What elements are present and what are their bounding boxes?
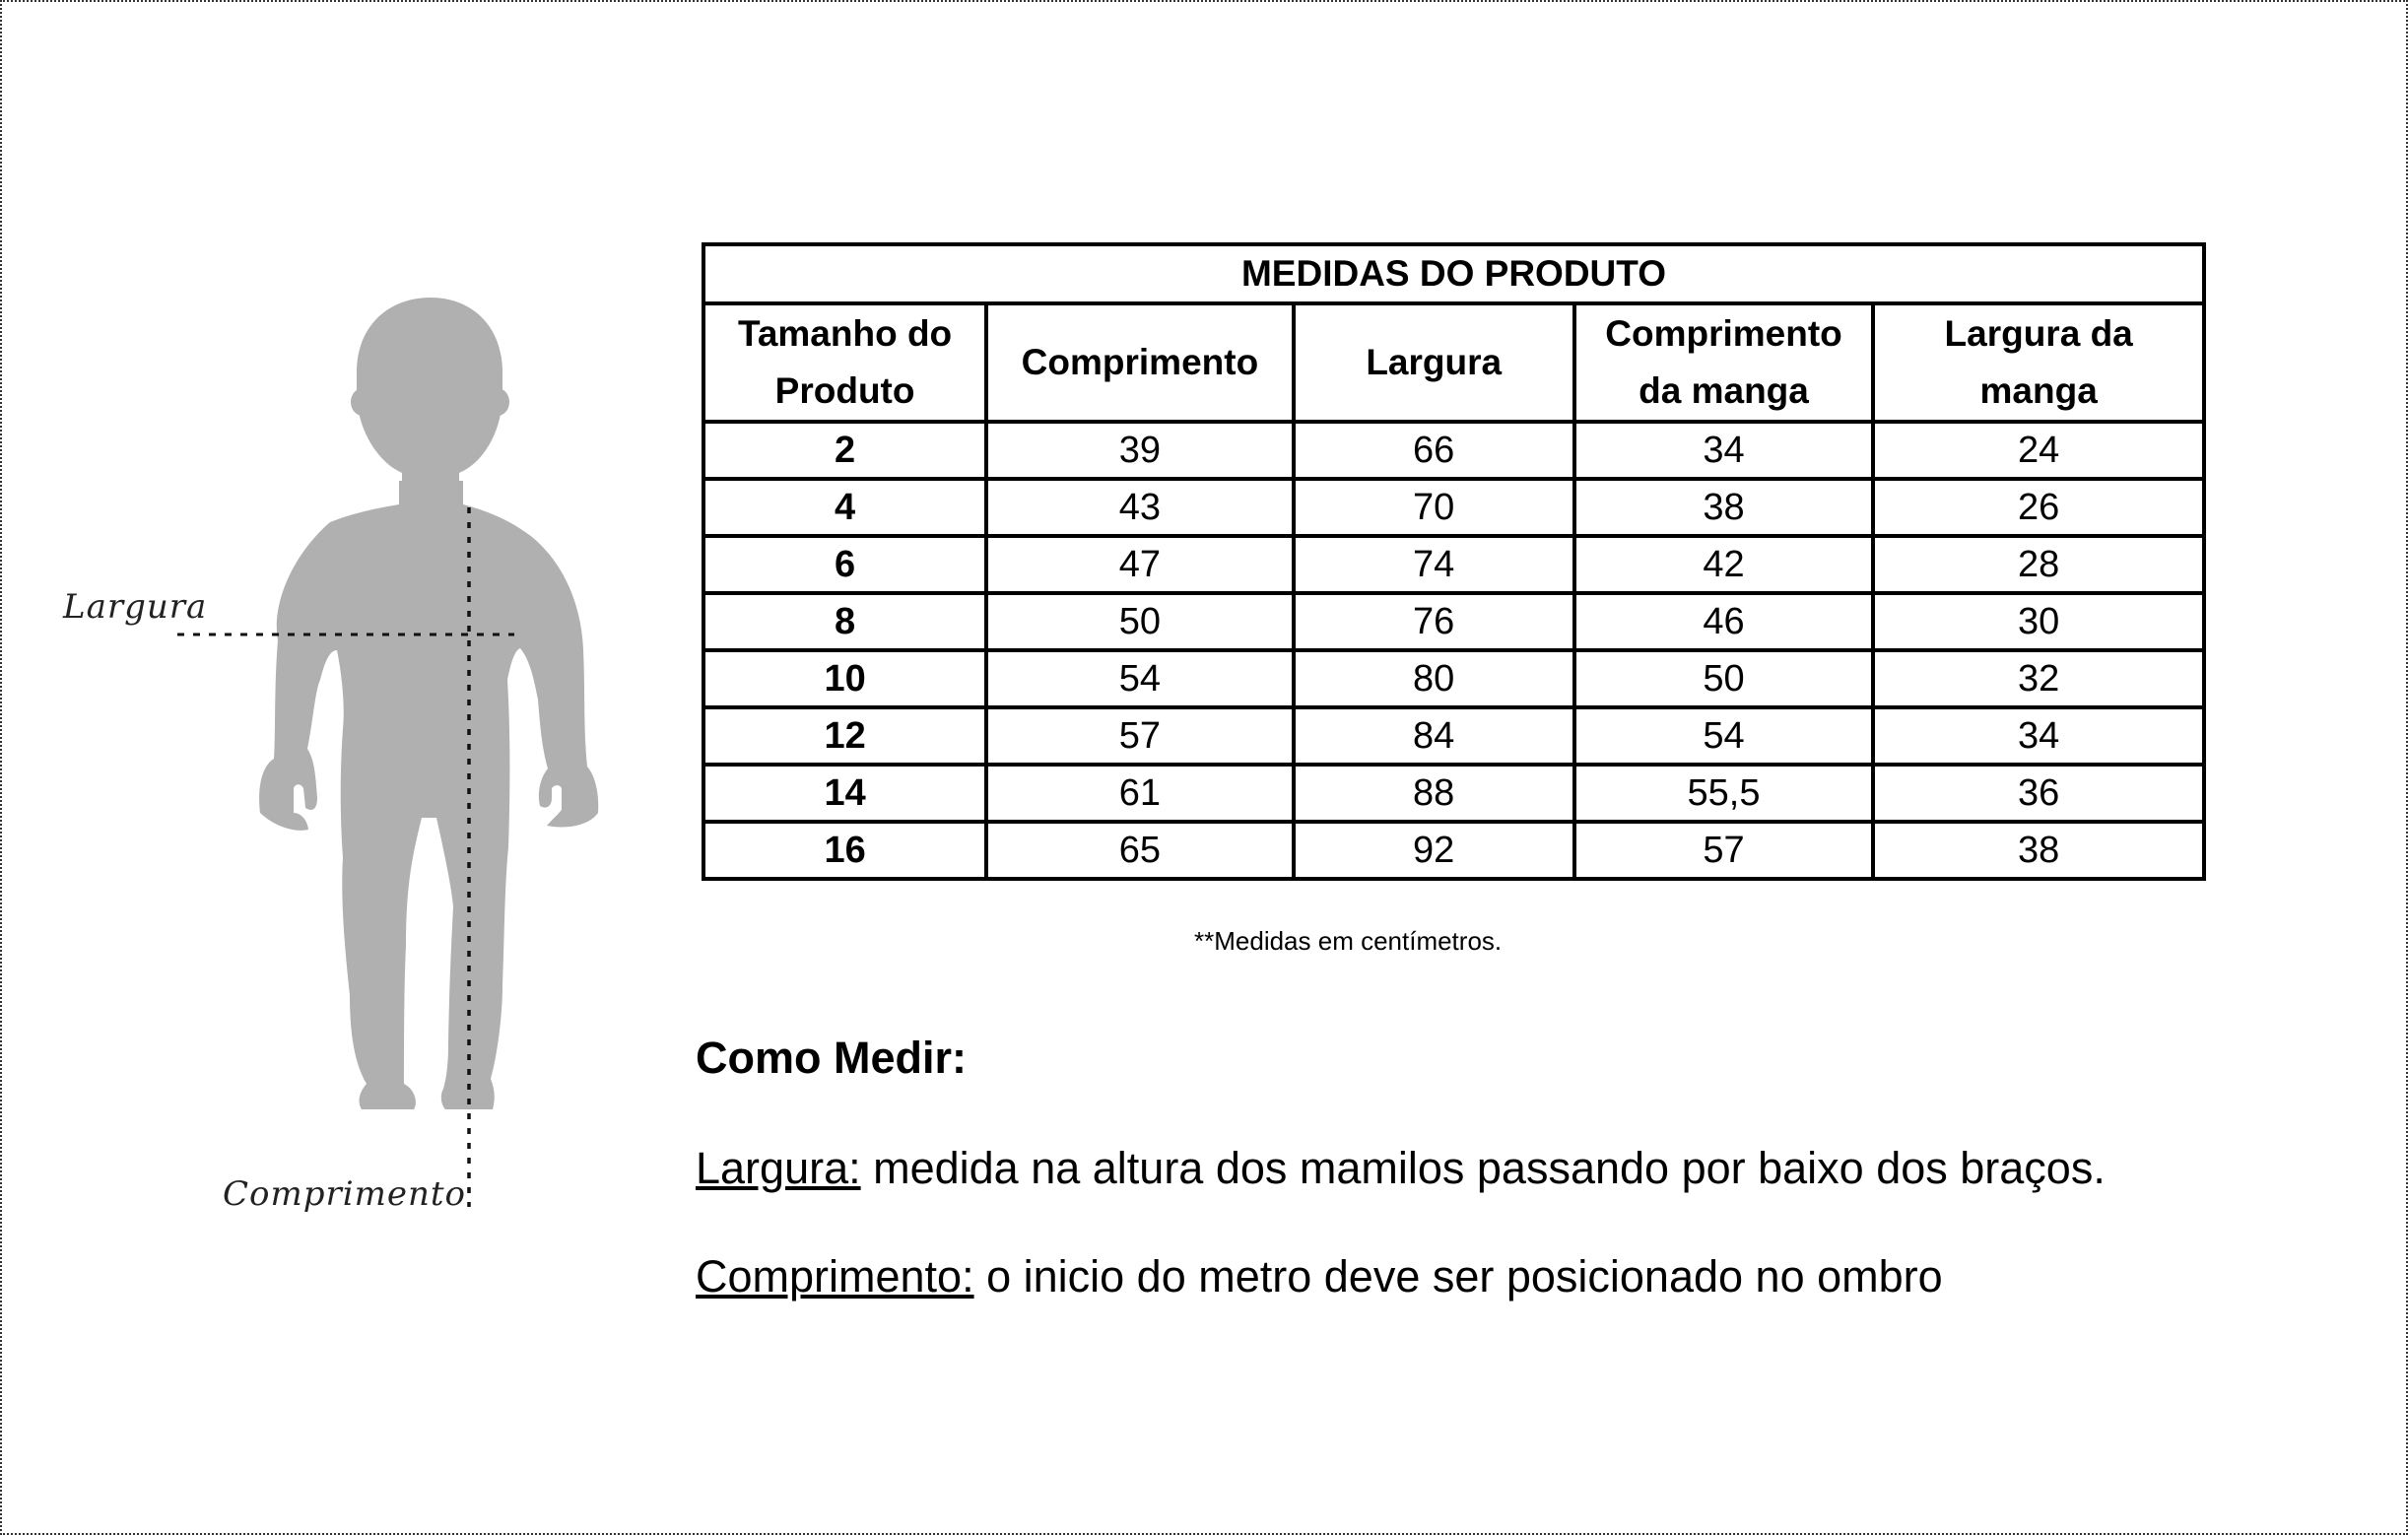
measurement-cell: 43 bbox=[986, 479, 1294, 536]
size-cell: 10 bbox=[703, 650, 986, 707]
length-label: Comprimento bbox=[223, 1174, 467, 1214]
header-line: Largura bbox=[1366, 342, 1503, 382]
measurement-cell: 55,5 bbox=[1574, 765, 1874, 822]
measurement-cell: 66 bbox=[1294, 422, 1574, 479]
size-cell: 4 bbox=[703, 479, 986, 536]
column-header-width bbox=[1294, 303, 1574, 422]
measurement-cell: 84 bbox=[1294, 707, 1574, 765]
measurement-cell: 28 bbox=[1873, 536, 2204, 593]
column-header-sleeve-width bbox=[1873, 303, 2204, 422]
instruction-text: o inicio do metro deve ser posicionado no ombro bbox=[973, 1251, 1943, 1301]
column-header-length bbox=[986, 303, 1294, 422]
measurement-cell: 54 bbox=[1574, 707, 1874, 765]
measurement-cell: 61 bbox=[986, 765, 1294, 822]
measurement-cell: 34 bbox=[1873, 707, 2204, 765]
instruction-text: medida na altura dos mamilos passando por baixo dos braços. bbox=[860, 1143, 2106, 1193]
instruction-term: Comprimento: bbox=[696, 1251, 974, 1301]
column-header-size bbox=[703, 303, 986, 422]
measurement-cell: 74 bbox=[1294, 536, 1574, 593]
size-table bbox=[702, 242, 2206, 881]
header-line: Produto bbox=[774, 370, 915, 411]
measurement-cell: 38 bbox=[1873, 822, 2204, 879]
width-label: Largura bbox=[63, 587, 208, 627]
size-cell: 8 bbox=[703, 593, 986, 650]
table-row bbox=[703, 650, 2204, 707]
measurement-cell: 34 bbox=[1574, 422, 1874, 479]
table-row bbox=[703, 536, 2204, 593]
measurement-cell: 36 bbox=[1873, 765, 2204, 822]
table-row bbox=[703, 707, 2204, 765]
size-cell: 12 bbox=[703, 707, 986, 765]
table-row bbox=[703, 822, 2204, 879]
instruction-term: Largura: bbox=[696, 1143, 861, 1193]
measurement-cell: 50 bbox=[1574, 650, 1874, 707]
table-row bbox=[703, 593, 2204, 650]
measurement-cell: 39 bbox=[986, 422, 1294, 479]
header-line: Comprimento bbox=[1605, 313, 1842, 354]
header-line: manga bbox=[1979, 370, 2098, 411]
measurement-cell: 70 bbox=[1294, 479, 1574, 536]
header-line: da manga bbox=[1639, 370, 1809, 411]
table-header-row bbox=[703, 303, 2204, 422]
measurement-cell: 47 bbox=[986, 536, 1294, 593]
measurement-cell: 57 bbox=[1574, 822, 1874, 879]
child-silhouette-figure bbox=[0, 0, 690, 1281]
table-row bbox=[703, 765, 2204, 822]
size-cell: 14 bbox=[703, 765, 986, 822]
size-cell: 2 bbox=[703, 422, 986, 479]
units-footnote: **Medidas em centímetros. bbox=[1194, 926, 1503, 956]
header-line: Comprimento bbox=[1021, 342, 1259, 382]
size-cell: 6 bbox=[703, 536, 986, 593]
measurement-cell: 80 bbox=[1294, 650, 1574, 707]
silhouette-icon bbox=[259, 298, 598, 1109]
measurement-cell: 65 bbox=[986, 822, 1294, 879]
measurement-cell: 88 bbox=[1294, 765, 1574, 822]
width-instruction bbox=[696, 1143, 2106, 1194]
table-title: MEDIDAS DO PRODUTO bbox=[703, 244, 2204, 303]
measurement-cell: 50 bbox=[986, 593, 1294, 650]
size-cell: 16 bbox=[703, 822, 986, 879]
measurement-cell: 46 bbox=[1574, 593, 1874, 650]
measurement-cell: 57 bbox=[986, 707, 1294, 765]
measurement-cell: 32 bbox=[1873, 650, 2204, 707]
length-instruction bbox=[696, 1251, 1943, 1302]
measurement-cell: 26 bbox=[1873, 479, 2204, 536]
header-line: Largura da bbox=[1944, 313, 2133, 354]
measurement-cell: 54 bbox=[986, 650, 1294, 707]
measurement-cell: 24 bbox=[1873, 422, 2204, 479]
measurement-cell: 76 bbox=[1294, 593, 1574, 650]
how-to-measure-title: Como Medir: bbox=[696, 1033, 967, 1083]
table-row bbox=[703, 479, 2204, 536]
column-header-sleeve-length bbox=[1574, 303, 1874, 422]
measurement-cell: 42 bbox=[1574, 536, 1874, 593]
header-line: Tamanho do bbox=[737, 313, 953, 354]
table-row bbox=[703, 422, 2204, 479]
measurement-cell: 92 bbox=[1294, 822, 1574, 879]
measurement-cell: 38 bbox=[1574, 479, 1874, 536]
measurement-cell: 30 bbox=[1873, 593, 2204, 650]
